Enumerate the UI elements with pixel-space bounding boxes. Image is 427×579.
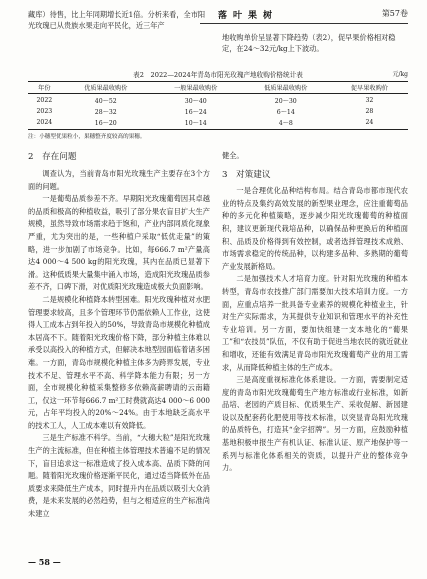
top-fragment-right: 地收购单价呈显著下降趋势（表2），促早果价格相对稳定，在24～32元/kg上下波动。 bbox=[222, 33, 396, 53]
paragraph: 三是高度重视标准化体系建设。一方面，需要制定适度的青岛市阳光玫瑰葡萄生产地方标准或行业标准，如新品培、老园的产质目标、优质果生产、采收促解、新园建设以及配套药化肥使用等技术标准，以突显青岛阳光玫瑰的品质特色，打造其“金字招牌”。另一方面，应鼓励种植基地积极申报生产有机认证、标准认证、原产地保护等一系列与标准化体系相关的资质，以提升产业的整体竞争力。 bbox=[222, 375, 408, 473]
header-rule bbox=[200, 23, 408, 24]
table-cell: 20～30 bbox=[274, 97, 297, 105]
table-header: 低质果最收购价 bbox=[264, 85, 308, 93]
right-column bbox=[222, 150, 408, 475]
volume-label: 第57卷 bbox=[381, 9, 408, 18]
left-column bbox=[28, 168, 210, 521]
paragraph: 一是合理优化品种结构布局。结合青岛市都市现代农业的特点及集约高效发展的新型果业理念，应注重葡萄品种的多元化种植策略，逐步减少阳光玫瑰葡萄的种植面积，建议更新现代栽培品种，以确保品种更换后的种植面积、品质及价格得到有效控制，或者选择管理技术成熟、市场需求稳定的传统品种，以构建多品种、多熟期的葡萄产业发展新格局。 bbox=[222, 186, 408, 271]
table-header: 促早果收购价 bbox=[350, 85, 388, 93]
page-number: — 58 — bbox=[28, 557, 61, 567]
table-cell: 10～14 bbox=[184, 120, 207, 128]
table-cell: 24 bbox=[365, 119, 374, 127]
table-row bbox=[28, 117, 408, 129]
table-cell: 4～8 bbox=[278, 120, 293, 128]
table-cell: 6～14 bbox=[276, 108, 295, 116]
paragraph: 一是葡萄品质参差不齐。早期阳光玫瑰葡萄因其卓越的品质和极高的种植收益，吸引了部分果农盲目扩大生产规模，虽然导致市场需求趋于饱和，产业内部同质化现象严重，尤为突出的是，一些种植户采取“低优走量”的策略，进一步加剧了市场竞争。比如，每666.7 m²产量高达4 000～4 500 kg的阳光玫瑰，其内在品质已显著下滑。这种低质果大量集中涌入市场，造成阳光玫瑰品质参差不齐，口碑下滑，对优质阳光玫瑰造成极大负面影响。 bbox=[28, 194, 210, 292]
table-cell: 30～40 bbox=[184, 97, 207, 105]
table-cell: 2022 bbox=[36, 96, 53, 104]
table-cell: 16～24 bbox=[184, 108, 207, 116]
table-cell: 32 bbox=[365, 96, 374, 104]
table-header: 一般果最收购价 bbox=[174, 85, 218, 93]
paragraph: 三是生产标准不科学。当前，“大穗大粒”是阳光玫瑰生产的主流标准，但在种植主体管理技术普遍不足的情况下，盲目追求这一标准造成了投入成本高、品质下降的问题。随着阳光玫瑰价格逐渐平民化，通过适当降低外在品质要求来降低生产成本，同时提升内在品质以吸引大众消费，是未来发展的必然趋势，但与之相适应的生产标准尚未建立 bbox=[28, 433, 210, 519]
paragraph: 二是加强技术人才培育力度。针对阳光玫瑰的种植本转型，青岛市农技推广部门需要加大技术培训力度。一方面，应重点培养一批具备专业素养的规模化种植业主，针对生产实际需求，为其提供专业知识和管理水平的补充性专业培训。另一方面，要加快组建一支本地化的“葡果工”和“农技员”队伍，不仅有助于促进当地农民的就近就业和增收，还能有效满足青岛市阳光玫瑰葡萄产业的用工需求，从而降低种植主体的生产成本。 bbox=[222, 274, 408, 372]
table-row bbox=[28, 106, 408, 117]
table-cell: 28～32 bbox=[94, 108, 117, 116]
table-header-row bbox=[28, 82, 408, 94]
table-row bbox=[28, 94, 408, 106]
top-fragment-left: 藏库）待售，比上年同期增长近1倍。分析来看，全市阳光玫瑰已从贵族水果走向平民化，近三年产 bbox=[28, 10, 206, 30]
price-table bbox=[28, 69, 408, 140]
table-cell: 40～52 bbox=[94, 97, 117, 105]
table-note: 注：小穗型优果粒小，果穗整齐度较高的果穗。 bbox=[28, 133, 146, 140]
section-2-heading: 2 存在问题 bbox=[28, 152, 77, 162]
table-cell: 2023 bbox=[36, 107, 53, 115]
table-cell: 28 bbox=[365, 107, 374, 115]
paragraph: 二是规模化种植降本转型困难。阳光玫瑰种植对水肥管理要求较高，且多个管理环节仍需依赖人工作业，这使得人工成本占到年投入的50%，导致青岛市规模化种植成本居高不下。随着阳光玫瑰价格下降，部分种植主体难以承受以高投入的种植方式，但解决本地型园面临着诸多困难。一方面，青岛市规模化种植主体多为跨界发展，专业技术不足、管理水平不高、科学降本能力有限；另一方面，全市规模化种植采集整修多依赖高薪聘请的云南籍工，仅这一环节每666.7 m²工时费就高达4 000～6 000元，占年平均投入的20%～24%。由于本地缺乏高水平的技术工人，人工成本难以有效降低。 bbox=[28, 294, 210, 430]
table-header: 年份 bbox=[38, 85, 51, 93]
paragraph: 健全。 bbox=[222, 151, 244, 160]
table-cell: 16～20 bbox=[94, 120, 117, 128]
table-caption: 表2 2022—2024年青岛市阳光玫瑰产地收购价格统计表 bbox=[133, 71, 303, 79]
table-header: 优质果最收购价 bbox=[84, 85, 128, 93]
paragraph: 调查认为，当前青岛市阳光玫瑰生产主要存在3个方面的问题。 bbox=[28, 169, 210, 191]
table-unit: 元/kg bbox=[392, 71, 408, 78]
section-3-heading: 3 对策建议 bbox=[222, 169, 271, 180]
journal-title: 落叶果树 bbox=[218, 11, 279, 21]
table-cell: 2024 bbox=[36, 119, 53, 127]
